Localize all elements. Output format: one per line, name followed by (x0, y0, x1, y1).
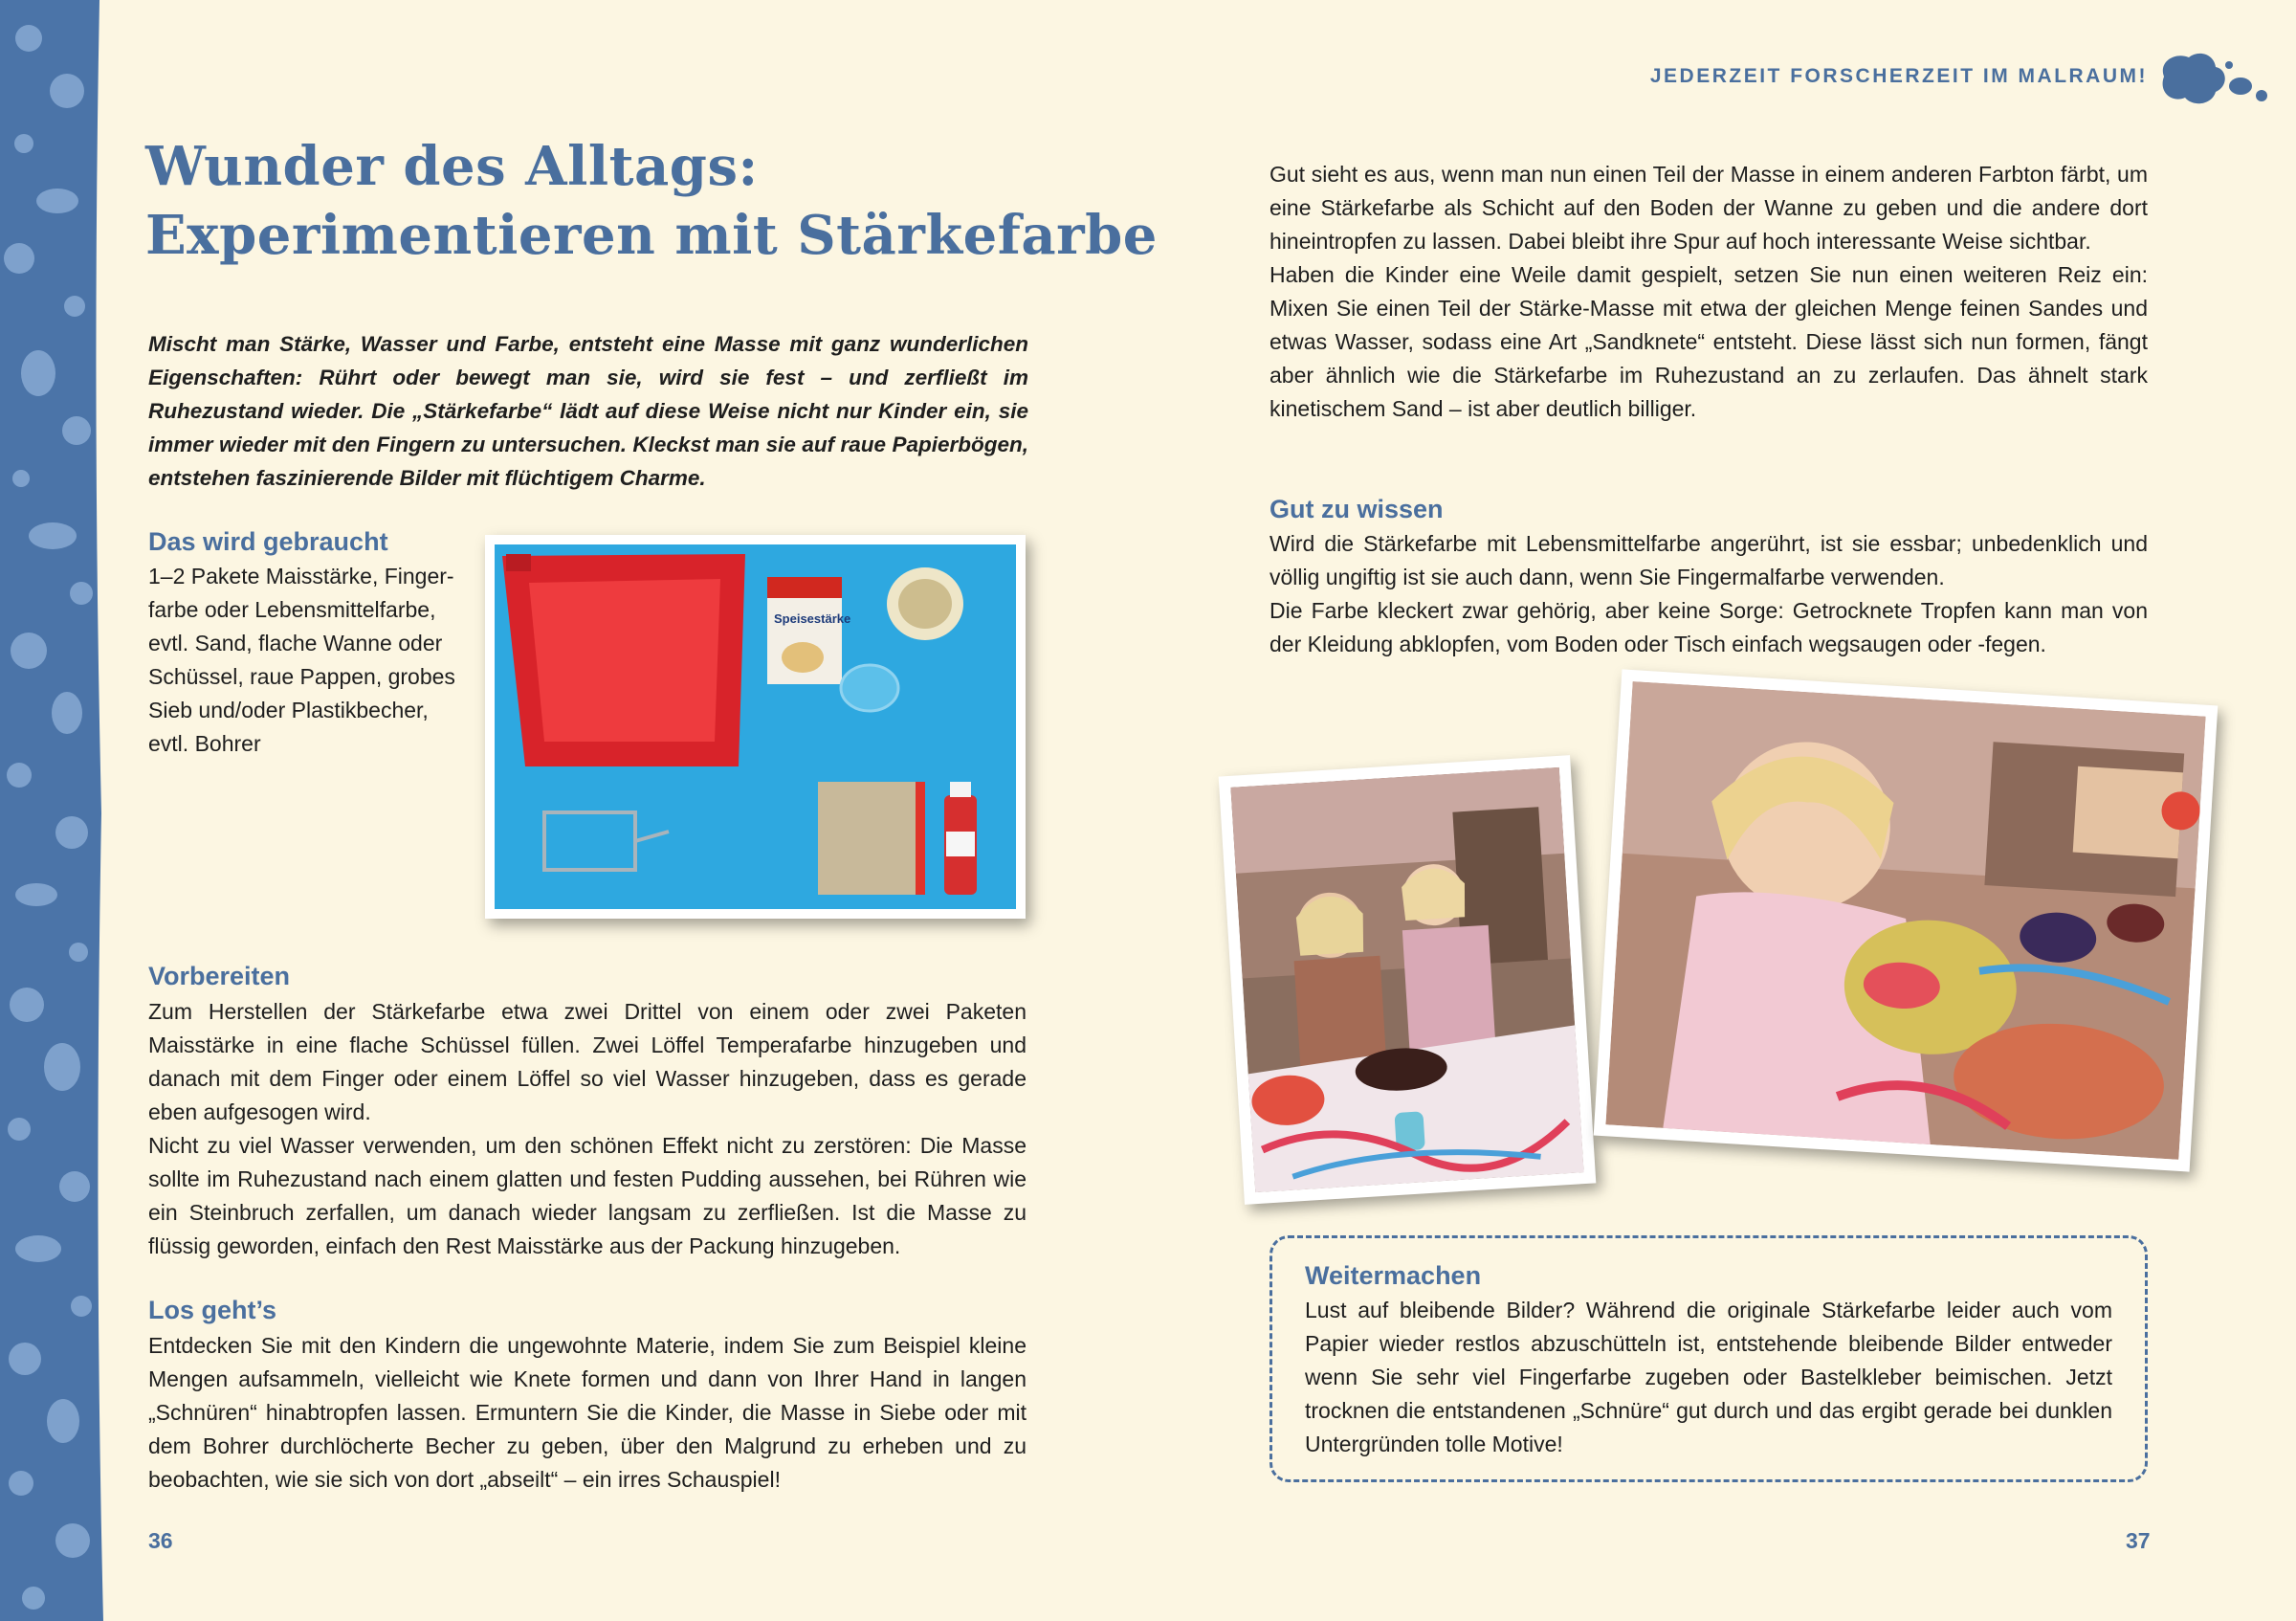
page-title (145, 132, 1158, 270)
materials-photo (485, 535, 1026, 919)
materials-line: evtl. Sand, flache Wanne oder (148, 631, 443, 655)
callout-text (1305, 1294, 2112, 1461)
paint-splat-icon (2154, 48, 2271, 111)
continue-callout (1269, 1235, 2148, 1482)
child-close-up-drawing (1605, 681, 2205, 1160)
right-paragraph: Gut sieht es aus, wenn man nun einen Teil der Masse in einem anderen Farbton färbt, um eine Stärkefarbe als Schicht auf den Boden der Wanne zu geben und die andere dort hineintropfen zu lassen. Dabei bleibt ihre Spur auf hoch interessante Weise sichtbar. (1269, 162, 2148, 254)
materials-line: farbe oder Lebensmittelfarbe, (148, 597, 436, 622)
children-photo-drawing (1230, 767, 1583, 1192)
know-heading: Gut zu wissen (1269, 495, 1444, 523)
materials-photo-drawing (495, 544, 1016, 909)
materials-line: 1–2 Pakete Maisstärke, Finger- (148, 564, 454, 588)
know-paragraph: Die Farbe kleckert zwar gehörig, aber keine Sorge: Getrocknete Tropfen kann man von der Kleidung abklopfen, vom Boden oder Tisch einfach wegsaugen oder -fegen. (1269, 598, 2148, 656)
callout-heading: Weitermachen (1305, 1261, 1482, 1290)
title-line-2: Experimentieren mit Stärkefarbe (145, 204, 1158, 267)
callout-paragraph: Lust auf bleibende Bilder? Während die originale Stärkefarbe leider auch vom Papier wieder restlos abzuschütteln ist, entstehende bleibende Bilder entweder wenn Sie sehr viel Fingerfarbe zugeben oder Bastelkleber beimischen. Jetzt trocknen die entstandenen „Schnüre“ gut durch und das ergibt gerade bei dunklen Untergründen tolle Motive! (1305, 1298, 2112, 1456)
know-text (1269, 527, 2148, 661)
materials-heading: Das wird gebraucht (148, 527, 388, 556)
title-line-1: Wunder des Alltags: (145, 135, 759, 198)
starch-box-label: Speisestärke (774, 611, 851, 626)
intro-paragraph: Mischt man Stärke, Wasser und Farbe, entsteht eine Masse mit ganz wunderlichen Eigenschaften: Rührt oder bewegt man sie, wird sie fest – und zerfließt im Ruhezustand wieder. Die „Stärkefarbe“ lädt auf diese Weise nicht nur Kinder ein, sie immer wieder mit den Fingern zu untersuchen. Kleckst man sie auf raue Papierbögen, entstehen faszinierende Bilder mit flüchtigem Charme. (148, 332, 1028, 490)
splat-border-strip (0, 0, 107, 1621)
running-header: JEDERZEIT FORSCHERZEIT IM MALRAUM! (1649, 65, 2148, 87)
children-painting-photo (1219, 755, 1597, 1205)
prepare-heading: Vorbereiten (148, 962, 291, 990)
materials-line: Sieb und/oder Plastikbecher, (148, 698, 429, 722)
go-paragraph: Entdecken Sie mit den Kindern die ungewohnte Materie, indem Sie zum Beispiel kleine Mengen aufsammeln, vielleicht wie Knete formen und dann von Ihrer Hand in langen „Schnüren“ hinabtropfen lassen. Ermuntern Sie die Kinder, die Masse in Siebe oder mit dem Bohrer durchlöcherte Becher zu geben, über den Malgrund zu erheben und zu beobachten, wie sie sich von dort „abseilt“ – ein irres Schauspiel! (148, 1333, 1027, 1492)
materials-line: Schüssel, raue Pappen, grobes (148, 664, 455, 689)
page-number-left: 36 (148, 1528, 173, 1553)
go-text (148, 1329, 1027, 1497)
materials-line: evtl. Bohrer (148, 731, 261, 756)
prepare-paragraph: Zum Herstellen der Stärkefarbe etwa zwei Drittel von einem oder zwei Paketen Maisstärke in eine flache Schüssel füllen. Zwei Löffel Temperafarbe hinzugeben und danach mit dem Finger oder einem Löffel so viel Wasser hinzugeben, dass es gerade eben aufgesogen wird. (148, 999, 1027, 1124)
prepare-text (148, 995, 1027, 1263)
materials-list (148, 560, 478, 761)
page-number-right: 37 (2126, 1528, 2151, 1553)
prepare-paragraph: Nicht zu viel Wasser verwenden, um den schönen Effekt nicht zu zerstören: Die Masse sollte im Ruhezustand nach einem glatten und festen Pudding aussehen, bei Rühren wie ein Steinbruch zerfallen, um danach wieder langsam zu zerfließen. Ist die Masse zu flüssig geworden, einfach den Rest Maisstärke aus der Packung hinzugeben. (148, 1133, 1027, 1258)
go-heading: Los geht’s (148, 1296, 277, 1324)
right-intro-text (1269, 158, 2148, 426)
know-paragraph: Wird die Stärkefarbe mit Lebensmittelfarbe angerührt, ist sie essbar; unbedenklich und völlig ungiftig ist sie auch dann, wenn Sie Fingermalfarbe verwenden. (1269, 531, 2148, 589)
child-close-up-photo (1594, 669, 2219, 1171)
right-paragraph: Haben die Kinder eine Weile damit gespielt, setzen Sie nun einen weiteren Reiz ein: Mixen Sie einen Teil der Stärke-Masse mit etwa der gleichen Menge feinen Sandes und etwas Wasser, sodass eine Art „Sandknete“ entsteht. Diese lässt sich nun formen, fängt aber ähnlich wie die Stärkefarbe im Ruhezustand an zu zerlaufen. Das ähnelt stark kinetischem Sand – ist aber deutlich billiger. (1269, 262, 2148, 421)
